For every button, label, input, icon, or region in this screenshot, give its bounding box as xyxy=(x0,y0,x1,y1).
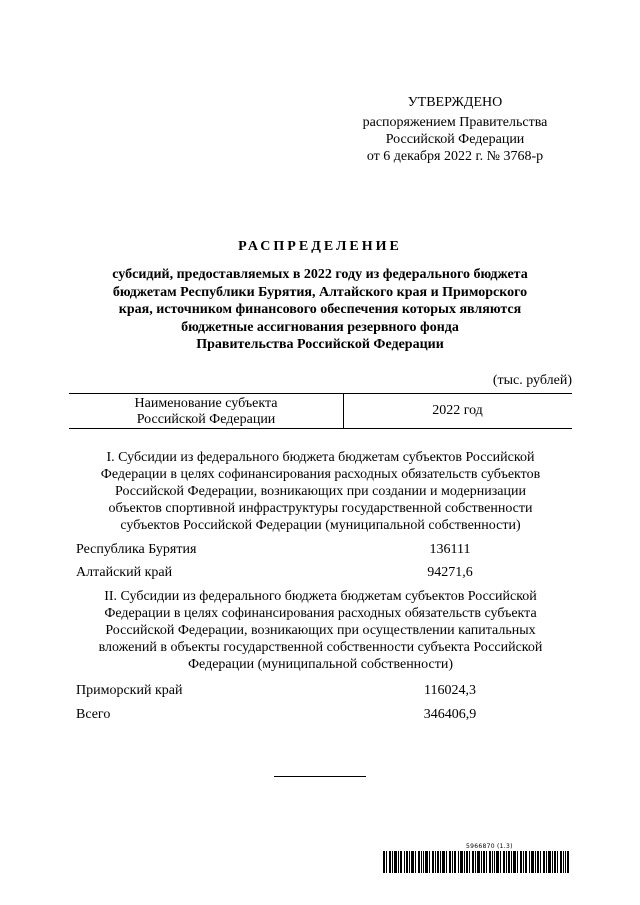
row-region-name: Алтайский край xyxy=(76,565,173,580)
section-1-heading xyxy=(69,449,572,534)
section-line: Российской Федерации, возникающих при осуществлении капитальных xyxy=(105,623,536,638)
section-line: Федерации в целях софинансирования расходных обязательств субъекта xyxy=(104,606,537,621)
row-region-value: 136111 xyxy=(429,542,471,557)
row-region-value: 94271,6 xyxy=(427,565,473,580)
row-region-value: 116024,3 xyxy=(424,683,476,698)
table-header-bottom-border xyxy=(69,428,572,429)
row-total-name: Всего xyxy=(76,707,111,722)
row-total-value: 346406,9 xyxy=(423,707,477,722)
subtitle-line: Правительства Российской Федерации xyxy=(196,337,444,352)
approval-line: Российской Федерации xyxy=(385,132,525,147)
section-line: Федерации в целях софинансирования расходных обязательств субъектов xyxy=(100,467,541,482)
approval-date: от 6 декабря 2022 г. № 3768-р xyxy=(366,149,544,164)
approval-block xyxy=(320,94,590,165)
document-title: РАСПРЕДЕЛЕНИЕ xyxy=(238,239,402,254)
approval-line: распоряжением Правительства xyxy=(362,115,548,130)
header-subject-line: Наименование субъекта xyxy=(134,396,278,411)
document-end-line xyxy=(274,776,366,777)
section-line: I. Субсидии из федерального бюджета бюджетам субъектов Российской xyxy=(106,450,535,465)
table-top-border xyxy=(69,393,572,394)
section-line: Российской Федерации, возникающих при создании и модернизации xyxy=(115,484,526,499)
subtitle-line: бюджетные ассигнования резервного фонда xyxy=(181,319,459,335)
header-year: 2022 год xyxy=(432,403,483,418)
header-subject-line: Российской Федерации xyxy=(136,412,276,427)
barcode-number: 5966870 (1.3) xyxy=(466,843,513,850)
section-2-heading xyxy=(69,588,572,673)
subtitle-line: края, источником финансового обеспечения которых являются xyxy=(118,302,522,317)
section-line: субъектов Российской Федерации (муниципальной собственности) xyxy=(120,518,521,533)
subtitle-line: бюджетам Республики Бурятия, Алтайского края и Приморского xyxy=(112,284,528,300)
section-line: II. Субсидии из федерального бюджета бюджетам субъектов Российской xyxy=(104,589,537,604)
units-label: (тыс. рублей) xyxy=(492,373,572,388)
barcode-icon xyxy=(383,851,569,873)
header-subject-name xyxy=(69,396,343,428)
subtitle-line: субсидий, предоставляемых в 2022 году из федерального бюджета xyxy=(112,267,528,282)
row-region-name: Приморский край xyxy=(76,683,183,698)
section-line: вложений в объекты государственной собственности субъекта Российской xyxy=(98,640,543,655)
approval-title: УТВЕРЖДЕНО xyxy=(407,95,503,110)
section-line: объектов спортивной инфраструктуры государственной собственности xyxy=(108,501,533,516)
document-subtitle xyxy=(80,266,560,354)
row-region-name: Республика Бурятия xyxy=(76,542,197,557)
section-line: Федерации (муниципальной собственности) xyxy=(187,657,454,672)
